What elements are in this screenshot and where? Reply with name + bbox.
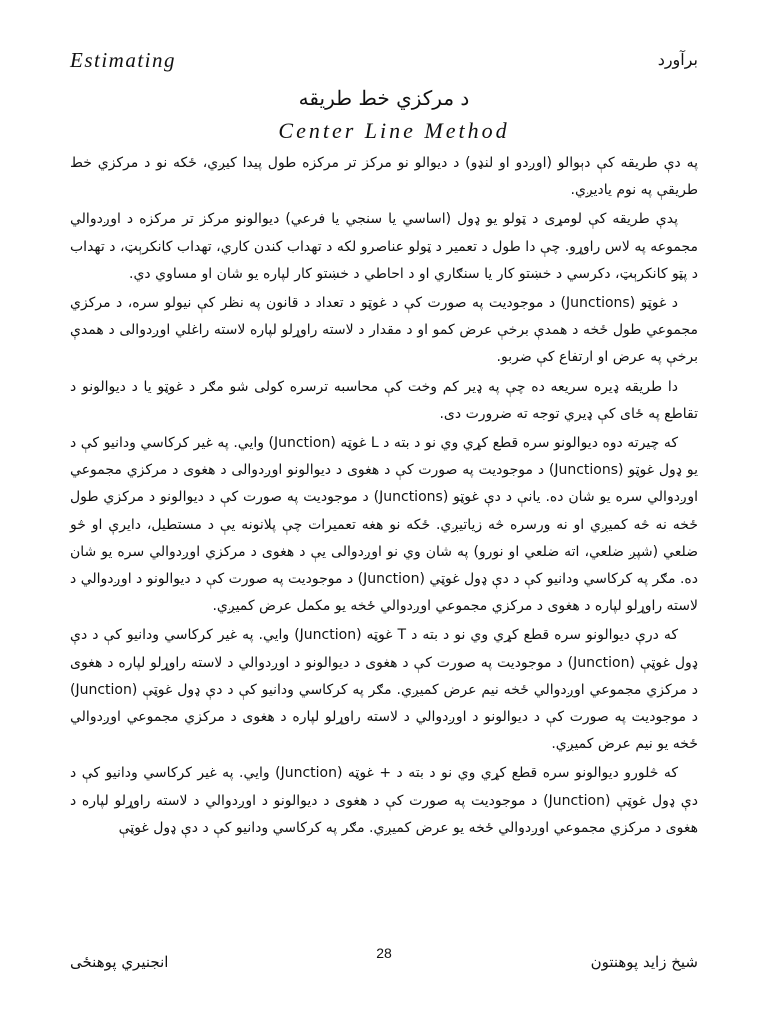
paragraph-5: که چيرته دوه ديوالونو سره قطع کړي وي نو د بته د L غوټه (Junction) وايي. په غير کرکاسي ودانيو کې د يو ډول غوټو (Junctions) د موجوديت په صورت کې د هغوی د ديوالونو اوږدوالی د هغوی د مرکزي مجموعي اوږدوالي سره يو شان ده. يانې د دې غوټو (Junctions) د موجوديت په صورت کې د ديوالونو د مرکزي طول ځخه نه څه کميږي او نه ورسره څه زياتيږي. ځکه نو هغه تعميرات چې پلانونه يې د مستطيل، دايرې او څو ضلعي (شپږ ضلعي، اته ضلعي او نورو) په شان وي نو اوږدوالی يې د هغوی د مرکزي اوږدوالي سره يو شان ده. مګر په کرکاسي ودانيو کې د دې ډول غوټي (Junction) د موجوديت په صورت کې د ديوالونو د اوږدوالي د لاسته راوړلو لپاره د هغوی د مرکزي مجموعي اوږدوالي ځخه يو مکمل عرض کميږي. bbox=[70, 435, 699, 615]
page-number: 28 bbox=[376, 945, 392, 961]
section-title-pashto: د مرکزي خط طريقه bbox=[298, 86, 470, 110]
footer-university: شيخ زايد پوهنتون bbox=[590, 953, 698, 971]
header-left-title: Estimating bbox=[70, 48, 177, 72]
paragraph-1: په دې طريقه کې دېوالو (اوږدو او لنډو) د ديوالو نو مرکز تر مرکزه طول پيدا کيږي، ځکه نو د مرکزي خط طريقې په نوم ياديږي. bbox=[70, 155, 698, 199]
page-footer bbox=[70, 945, 698, 975]
paragraph-3: د غوټو (Junctions) د موجوديت په صورت کې د غوټو د تعداد د قانون په نظر کې نيولو سره، د مرکزي مجموعي طول ځخه د همدې برخې عرض کمو او د مقدار د لاسته راوړلو لپاره لاسته راغلي اوږدوالی د همدې برخې په عرض او ارتفاع کې ضربو. bbox=[70, 295, 698, 366]
page-header bbox=[70, 48, 698, 78]
header-right-title: برآورد bbox=[657, 50, 698, 69]
paragraph-6: که درې ديوالونو سره قطع کړي وي نو د بته د T غوټه (Junction) وايي. په غير کرکاسي ودانيو کې د دې ډول غوټې (Junction) د موجوديت په صورت کې د هغوی د ديوالونو د اوږدوالي د لاسته راوړلو لپاره د هغوی د مرکزي مجموعي اوږدوالي ځخه نيم عرض کميږي. مګر په کرکاسي ودانيو کې د دې ډول غوټې (Junction) د موجوديت په صورت کې د ديوالونو د اوږدوالي د لاسته راوړلو لپاره د هغوی د مرکزي مجموعي اوږدوالي ځخه يو نيم عرض کميږي. bbox=[70, 627, 698, 753]
body-text bbox=[70, 150, 698, 844]
footer-faculty: انجنيري پوهنځی bbox=[70, 953, 169, 971]
paragraph-4: دا طريقه ډيره سريعه ده چې په ډير کم وخت کې محاسبه ترسره کولی شو مګر د غوټو يا د ديوالونو د تقاطع په ځای کې ډيري توجه ته ضرورت دی. bbox=[70, 378, 698, 422]
section-title-english: Center Line Method bbox=[278, 118, 510, 143]
paragraph-2: پدې طريقه کې لومړی د ټولو يو ډول (اساسي يا سنجي يا فرعي) ديوالونو مرکز تر مرکزه د اوږدوالي مجموعه په لاس راوړو. چې دا طول د تعمير د ټولو عناصرو لکه د تهداب کندن کاري، تهداب کانکرېټ، د تهداب د پټو کانکرېټ، دکرسي د خښتو کار يا سنګاري او د احاطي د خښتو کار لپاره يو شان او مساوي دي. bbox=[70, 211, 698, 282]
paragraph-7: که څلورو ديوالونو سره قطع کړي وي نو د بته د + غوټه (Junction) وايي. په غير کرکاسي ودانيو کې د دې ډول غوټې (Junction) د موجوديت په صورت کې د هغوی د ديوالونو د اوږدوالي د لاسته راوړلو لپاره د هغوی د مرکزي مجموعي اوږدوالي ځخه يو عرض کميږي. مګر په کرکاسي ودانيو کې د دې ډول غوټې bbox=[70, 765, 698, 836]
